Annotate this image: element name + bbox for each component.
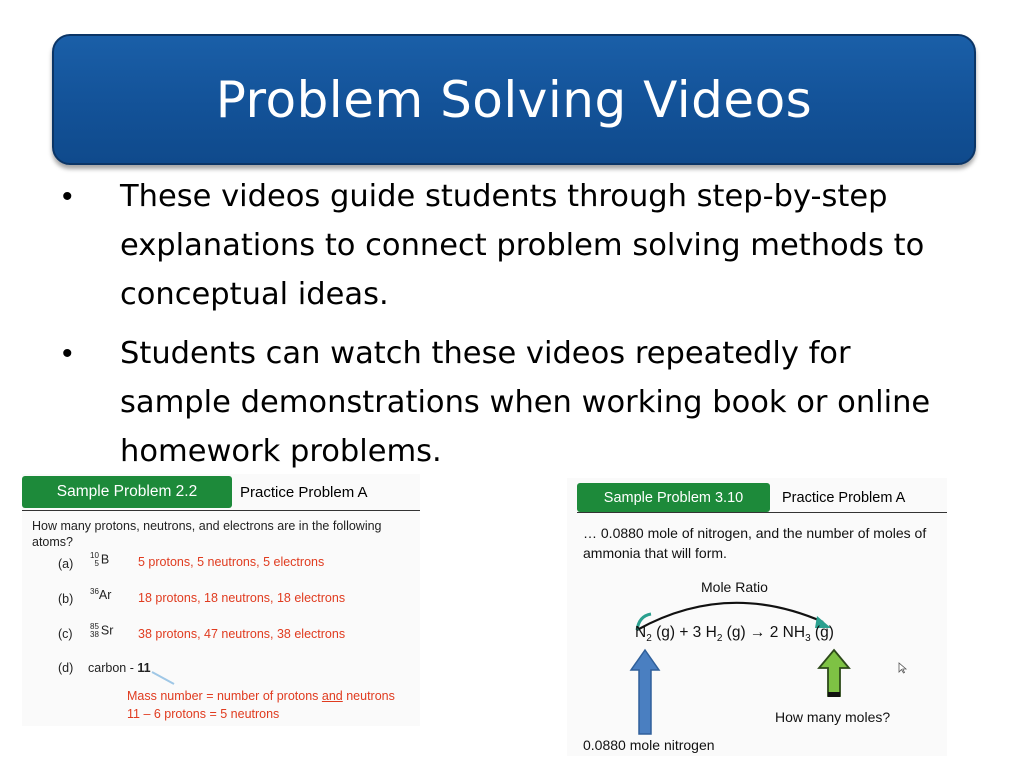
mass-number: 36 <box>90 587 99 596</box>
sample-problem-tab: Sample Problem 2.2 <box>22 476 232 508</box>
item-letter: (b) <box>58 592 74 606</box>
bullet-item <box>58 329 958 476</box>
element-symbol: Sr <box>100 623 114 638</box>
bullet-glyph: • <box>62 337 73 370</box>
eq-part: N <box>635 624 647 641</box>
mass-number: 11 <box>137 661 151 675</box>
mass-number-note <box>127 688 395 704</box>
balanced-equation <box>635 624 834 644</box>
title-banner <box>52 34 976 165</box>
atomic-number: 38 <box>90 630 99 639</box>
sample-problem-3-10-panel <box>567 478 947 756</box>
question-text: How many protons, neutrons, and electrons are in the following atoms? <box>32 519 382 549</box>
pointer-line <box>150 670 180 690</box>
bullet-text: Students can watch these videos repeatedly for sample demonstrations when working book or online homework problems. <box>120 336 931 469</box>
answer-a: 5 protons, 5 neutrons, 5 electrons <box>138 555 325 569</box>
note-text: neutrons <box>342 689 395 703</box>
note-text: Mass number = number of protons <box>127 689 322 703</box>
mass-number: 10 <box>90 551 99 560</box>
sample-problem-tab: Sample Problem 3.10 <box>577 483 770 512</box>
practice-problem-label: Practice Problem A <box>240 484 368 501</box>
given-quantity-label: 0.0880 mole nitrogen <box>583 737 715 753</box>
eq-subscript: 2 <box>646 633 652 645</box>
slide-title: Problem Solving Videos <box>215 70 813 129</box>
nuclide-argon <box>90 587 111 602</box>
unknown-arrow-icon <box>817 648 851 700</box>
eq-subscript: 3 <box>805 633 811 645</box>
eq-part: (g) → 2 NH <box>722 624 806 641</box>
practice-problem-label: Practice Problem A <box>782 490 906 506</box>
atomic-number: 5 <box>94 559 99 568</box>
note-and: and <box>321 689 343 703</box>
bullet-item <box>58 172 958 319</box>
bullet-text: These videos guide students through step-by-step explanations to connect problem solving methods to conceptual ideas. <box>120 179 925 312</box>
element-name: carbon - <box>88 661 138 675</box>
carbon-item <box>88 660 151 676</box>
problem-text: … 0.0880 mole of nitrogen, and the number of moles of ammonia that will form. <box>583 525 927 561</box>
item-letter: (a) <box>58 557 74 571</box>
neutron-calc: 11 – 6 protons = 5 neutrons <box>127 707 280 721</box>
mole-ratio-label: Mole Ratio <box>701 579 768 595</box>
element-symbol: B <box>100 552 110 567</box>
sample-problem-2-2-panel <box>22 474 420 726</box>
item-letter: (d) <box>58 661 74 675</box>
element-symbol: Ar <box>98 588 112 603</box>
nuclide-strontium <box>90 623 113 639</box>
eq-subscript: 2 <box>716 633 723 645</box>
cursor-icon <box>898 662 908 674</box>
item-letter: (c) <box>58 627 73 641</box>
answer-b: 18 protons, 18 neutrons, 18 electrons <box>138 591 346 605</box>
how-many-moles-label: How many moles? <box>775 709 891 725</box>
mass-number: 85 <box>90 622 99 631</box>
divider <box>577 512 947 513</box>
bullet-list <box>58 172 958 486</box>
given-arrow-icon <box>629 648 661 736</box>
bullet-glyph: • <box>62 180 73 213</box>
divider <box>22 510 420 511</box>
answer-c: 38 protons, 47 neutrons, 38 electrons <box>138 627 346 641</box>
nuclide-boron <box>90 552 109 568</box>
eq-part: (g) <box>810 624 834 641</box>
eq-part: (g) + 3 H <box>651 624 717 641</box>
